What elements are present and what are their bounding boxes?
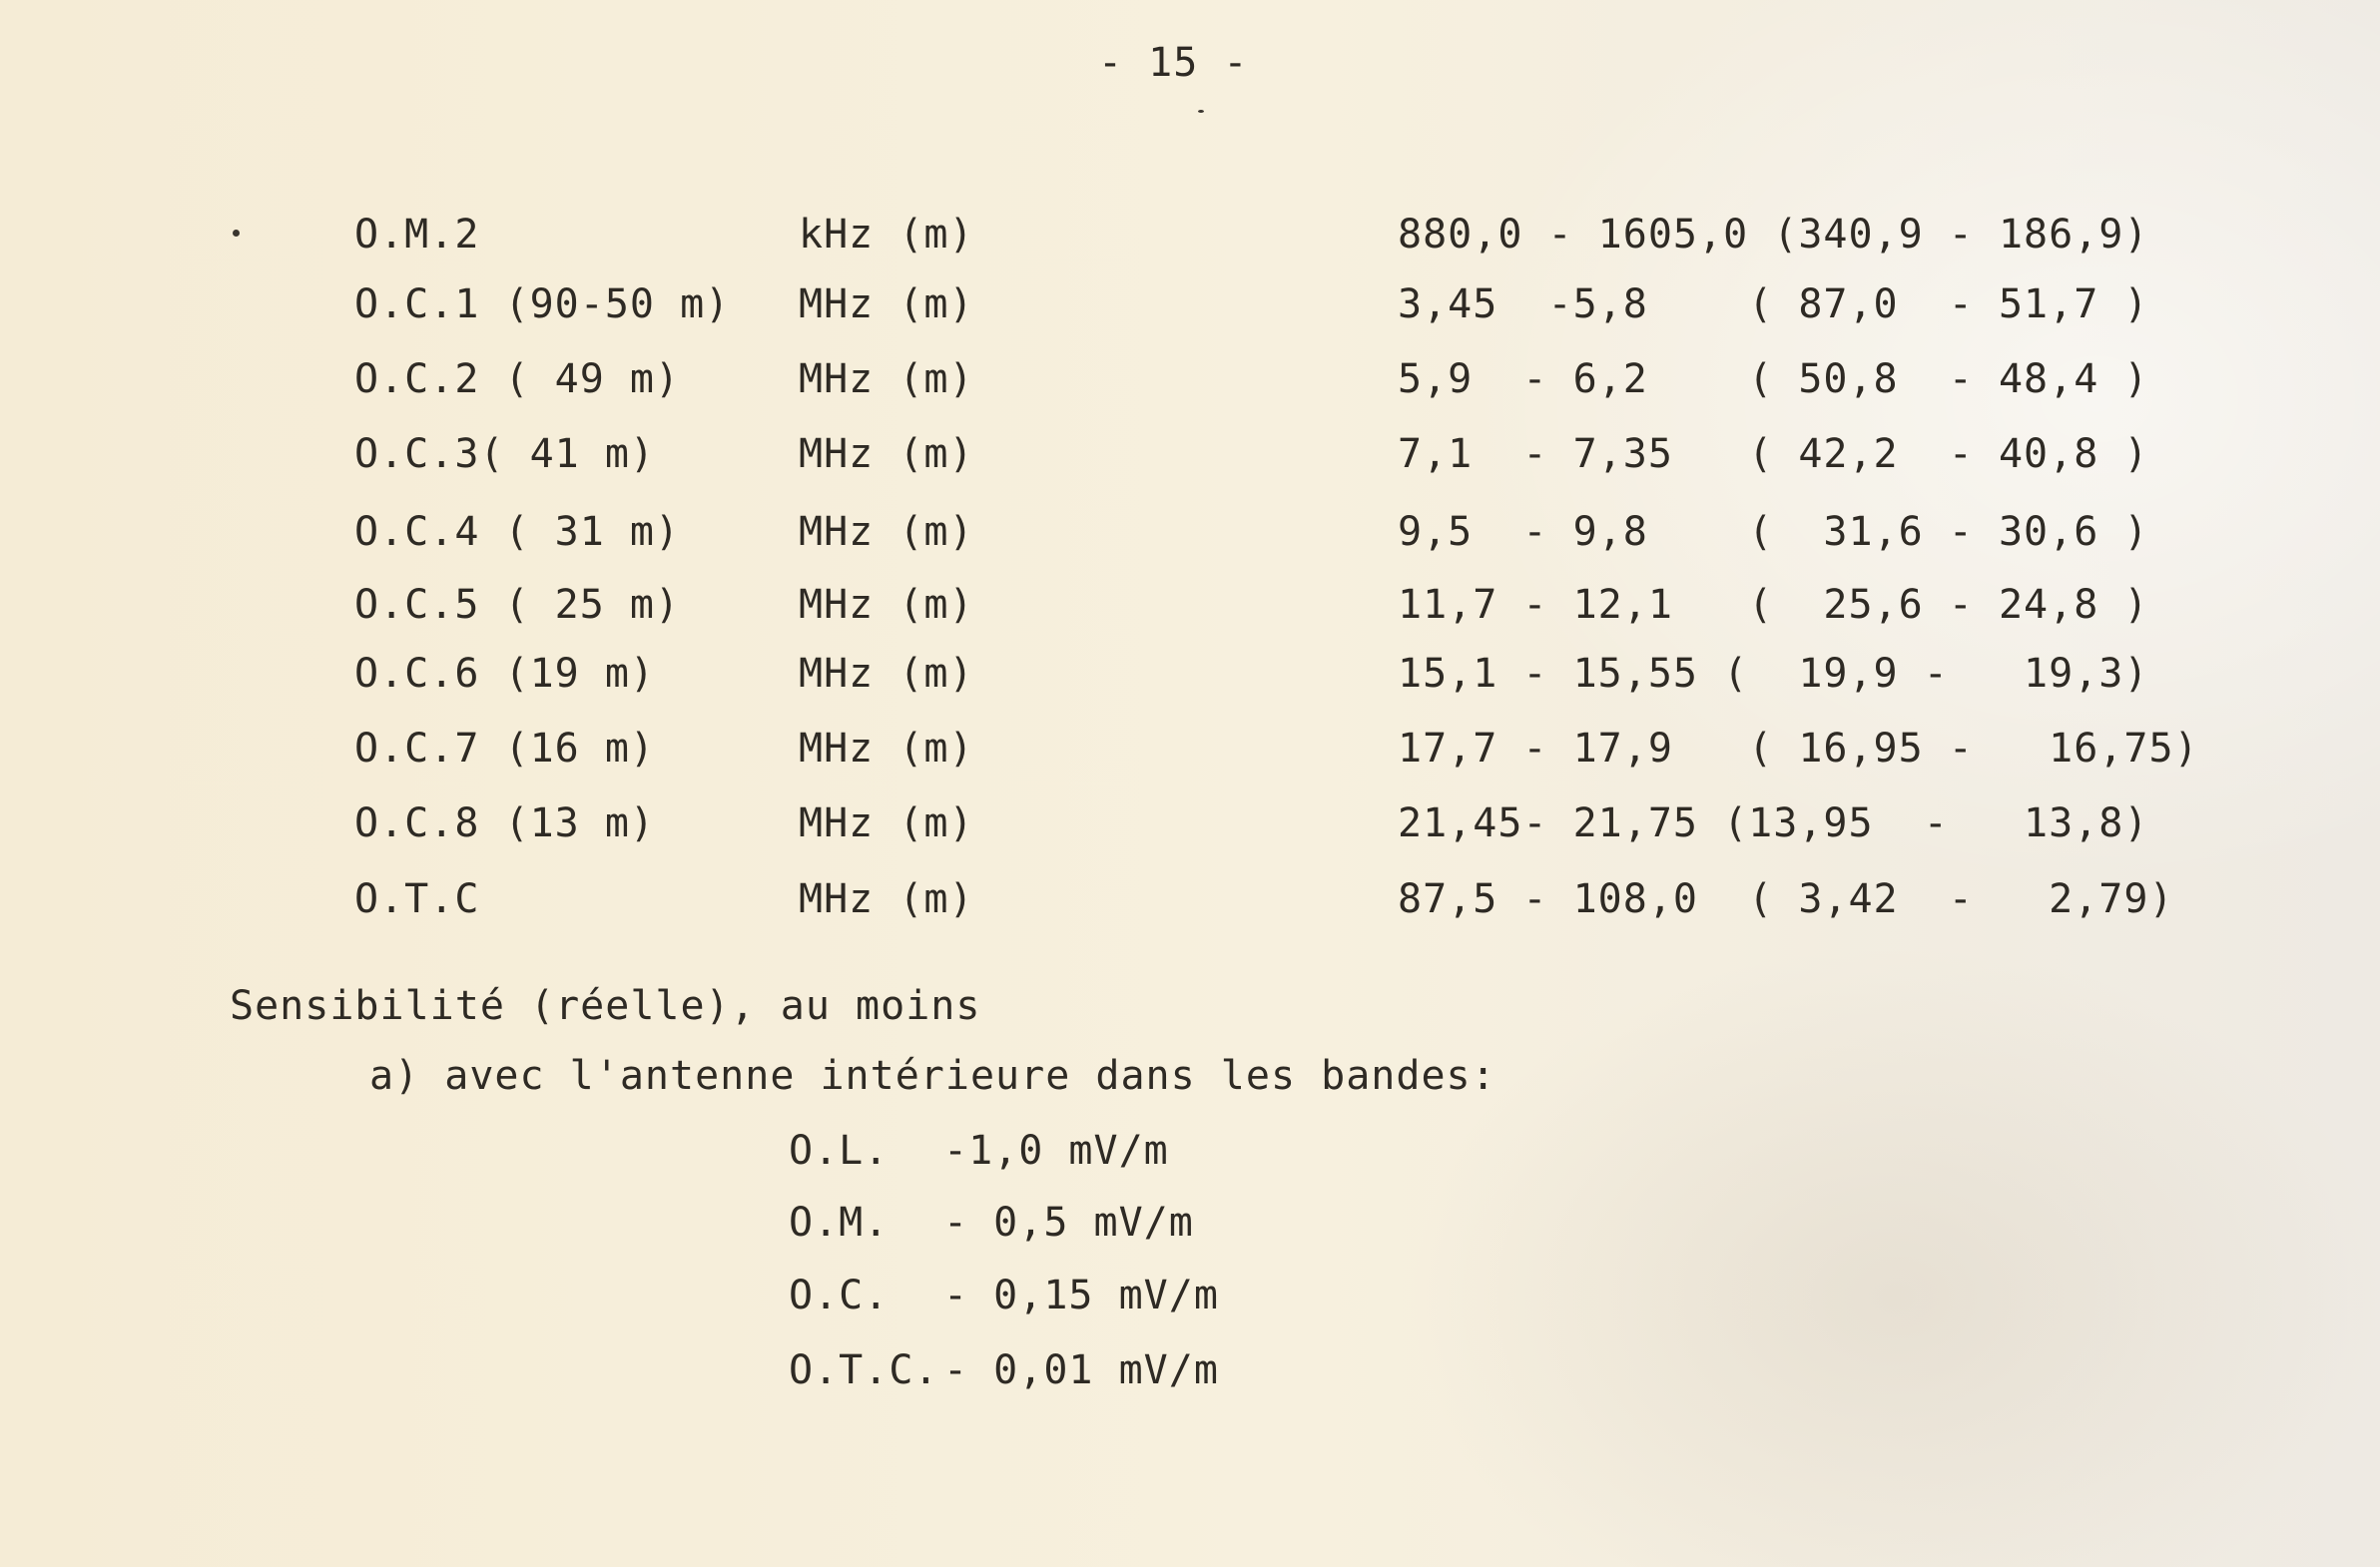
band-unit: MHz (m) [799, 651, 974, 697]
band-name: O.C.1 (90-50 m) [354, 281, 731, 327]
band-unit: MHz (m) [799, 876, 974, 922]
band-unit: MHz (m) [799, 582, 974, 628]
band-range: 11,7 - 12,1 ( 25,6 - 24,8 ) [1398, 582, 2149, 628]
band-unit: MHz (m) [799, 509, 974, 555]
ink-dot [233, 230, 240, 237]
band-unit: MHz (m) [799, 281, 974, 327]
sensitivity-subheading: a) avec l'antenne intérieure dans les bandes: [369, 1053, 1496, 1099]
band-name: O.C.2 ( 49 m) [354, 356, 681, 402]
page-number: - 15 - [1098, 40, 1249, 86]
band-range: 17,7 - 17,9 ( 16,95 - 16,75) [1398, 726, 2199, 772]
sensitivity-band: O.L. [789, 1128, 890, 1174]
band-name: O.C.3( 41 m) [354, 431, 655, 477]
band-unit: MHz (m) [799, 800, 974, 846]
band-unit: MHz (m) [799, 726, 974, 772]
ink-dot [1198, 110, 1204, 113]
band-name: O.C.5 ( 25 m) [354, 582, 681, 628]
sensitivity-value: - 0,15 mV/m [943, 1273, 1219, 1318]
sensitivity-value: - 0,01 mV/m [943, 1347, 1219, 1393]
band-unit: kHz (m) [799, 212, 974, 258]
band-unit: MHz (m) [799, 356, 974, 402]
band-range: 21,45- 21,75 (13,95 - 13,8) [1398, 800, 2149, 846]
band-name: O.C.4 ( 31 m) [354, 509, 681, 555]
sensitivity-value: -1,0 mV/m [943, 1128, 1169, 1174]
sensitivity-band: O.C. [789, 1273, 890, 1318]
band-unit: MHz (m) [799, 431, 974, 477]
sensitivity-value: - 0,5 mV/m [943, 1200, 1194, 1246]
band-range: 880,0 - 1605,0 (340,9 - 186,9) [1398, 212, 2149, 258]
band-range: 5,9 - 6,2 ( 50,8 - 48,4 ) [1398, 356, 2149, 402]
band-name: O.M.2 [354, 212, 480, 258]
band-range: 7,1 - 7,35 ( 42,2 - 40,8 ) [1398, 431, 2149, 477]
band-range: 87,5 - 108,0 ( 3,42 - 2,79) [1398, 876, 2174, 922]
band-name: O.T.C [354, 876, 480, 922]
band-name: O.C.8 (13 m) [354, 800, 655, 846]
sensitivity-band: O.M. [789, 1200, 890, 1246]
band-range: 3,45 -5,8 ( 87,0 - 51,7 ) [1398, 281, 2149, 327]
band-name: O.C.6 (19 m) [354, 651, 655, 697]
band-range: 15,1 - 15,55 ( 19,9 - 19,3) [1398, 651, 2149, 697]
sensitivity-heading: Sensibilité (réelle), au moins [230, 983, 981, 1029]
band-range: 9,5 - 9,8 ( 31,6 - 30,6 ) [1398, 509, 2149, 555]
band-name: O.C.7 (16 m) [354, 726, 655, 772]
sensitivity-band: O.T.C. [789, 1347, 939, 1393]
